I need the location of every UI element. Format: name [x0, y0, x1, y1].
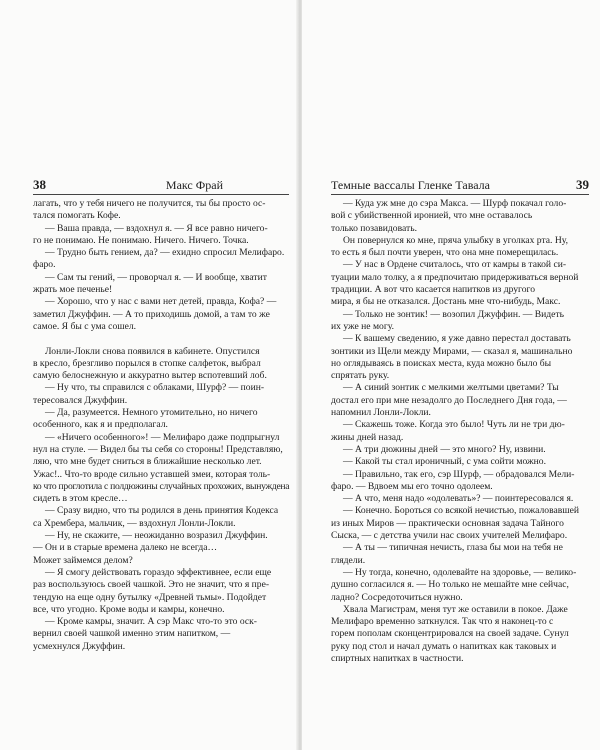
text-line: Лонли-Локли снова появился в кабинете. Опустился [45, 345, 260, 357]
text-line: особенного, как я и предполагал. [33, 419, 168, 431]
text-line: усмехнулся Джуффин. [33, 640, 126, 652]
text-line: спиртных напитках в частности. [331, 652, 464, 664]
text-line: — Сразу видно, что ты родился в день принятия Кодекса [45, 505, 279, 517]
text-line: — Скажешь тоже. Когда это было! Чуть ли не три дю- [343, 419, 565, 431]
text-line: — Трудно быть гением, да? — ехидно спросил Мелифаро. [45, 247, 285, 259]
text-line: в кресло, брезгливо порылся в стопке салфеток, выбрал [33, 357, 261, 369]
text-line: глядели. [331, 554, 366, 566]
text-line: раз воспользуюсь своей чашкой. Это не значит, что я пре- [33, 579, 270, 591]
text-line: — А что, меня надо «одолевать»? — поинтересовался я. [343, 493, 574, 505]
text-line: традиции. А вот что касается напитков из другого [331, 284, 536, 296]
left-page-header [33, 178, 289, 192]
text-line: — Ну что, ты справился с облаками, Шурф? — поин- [45, 382, 265, 394]
text-line: са Хрембера, мальчик, — вздохнул Лонли-Локли. [33, 517, 236, 529]
text-line: — «Ничего особенного»! — Мелифаро даже подпрыгнул [45, 431, 280, 443]
text-line: — А три дюжины дней — это много? Ну, извини. [343, 443, 546, 455]
text-line: достал его при мне незадолго до Последнего Дня года, — [331, 394, 567, 406]
text-line: — Кроме камры, значит. А сэр Макс что-то это оск- [45, 616, 257, 628]
text-line: — А синий зонтик с мелкими желтыми цветами? Ты [343, 382, 559, 394]
text-line: сидеть в этом кресле… [33, 493, 128, 505]
text-line: жины дней назад. [331, 431, 404, 443]
text-line: Может займемся делом? [33, 554, 133, 566]
text-line: горем пополам сконцентрировался на своей задаче. Сунул [331, 628, 569, 640]
text-line: ладно? Сосредоточиться нужно. [331, 591, 463, 603]
text-line: спрятать руку. [331, 370, 390, 382]
text-line: зонтики из Щели между Мирами, — сказал я, машинально [331, 345, 573, 357]
text-line: фаро. — Вдвоем мы его точно одолеем. [331, 480, 493, 492]
text-line: Сыска, — с детства учили нас своих учителей Мелифаро. [331, 530, 568, 542]
text-line: все, что угодно. Кроме воды и камры, конечно. [33, 603, 225, 615]
text-line: Он повернулся ко мне, пряча улыбку в уголках рта. Ну, [343, 234, 568, 246]
text-line: из иных Миров — практически основная задача Тайного [331, 517, 564, 529]
text-line: мира, я бы не отказался. Достань мне что-нибудь, Макс. [331, 296, 561, 308]
text-line: го не понимаю. Не понимаю. Ничего. Ничего. Точка. [33, 234, 249, 246]
text-line: туации мало толку, а я предпочитаю придерживаться верной [331, 271, 579, 283]
text-line: только позавидовать. [331, 222, 417, 234]
left-page-text [33, 198, 289, 653]
text-line: Мелифаро временно заткнулся. Так что я наконец-то с [331, 616, 554, 628]
text-line: то есть я был почти уверен, что она мне померещилась. [331, 247, 559, 259]
text-line: — Да, разумеется. Немного утомительно, но ничего [45, 407, 258, 419]
text-line: тендую на еще одну бутылку «Древней тьмы». Подойдет [33, 591, 267, 603]
text-line: лагать, что у тебя ничего не получится, ты бы просто ос- [33, 198, 266, 209]
text-line: руку под стол и начал думать о напитках как таковых и [331, 640, 557, 652]
text-line: нул на стуле. — Видел бы ты себя со стороны! Представляю, [33, 443, 283, 455]
text-line: ко что проглотила с полдюжины случайных прохожих, вынуждена [33, 480, 290, 492]
right-page-number: 39 [576, 177, 589, 192]
text-line: ляю, что мне будет сниться в ближайшие несколько лет. [33, 456, 262, 468]
right-page [302, 0, 600, 750]
right-header-rule [331, 194, 589, 195]
text-line: самую белоснежную и аккуратно вытер вспотевший лоб. [33, 370, 267, 382]
text-line: — К вашему сведению, я уже давно перестал доставать [343, 333, 571, 345]
text-line: — У нас в Ордене считалось, что от камры в такой си- [343, 259, 567, 271]
text-line: заметил Джуффин. — А то приходишь домой, а там то же [33, 308, 270, 320]
left-running-head: Макс Фрай [165, 178, 223, 192]
text-line: — А ты — типичная нечисть, глаза бы мои на тебя не [343, 542, 563, 554]
text-line: — Ну, не скажите, — неожиданно возразил Джуффин. [45, 530, 268, 542]
text-line: — Правильно, так его, сэр Шурф, — обрадовался Мели- [343, 468, 575, 480]
text-line: их уже не могу. [331, 320, 394, 332]
left-header-rule [33, 194, 289, 195]
text-line: вернил своей чашкой именно этим напитком, — [33, 628, 231, 640]
text-line: фаро. [33, 259, 56, 271]
text-line: — Ну тогда, конечно, одолевайте на здоровье, — велико- [343, 566, 577, 578]
text-line: — Ваша правда, — вздохнул я. — Я все равно ничего- [45, 222, 268, 234]
text-line: жрать мое печенье! [33, 284, 113, 296]
text-line: напомнил Лонли-Локли. [331, 407, 431, 419]
text-line: Хвала Магистрам, меня тут же оставили в покое. Даже [343, 603, 568, 615]
text-line: самое. Я бы с ума сошел. [33, 320, 137, 332]
text-line: но оглядываясь в поисках места, куда можно было бы [331, 357, 552, 369]
left-page [0, 0, 298, 750]
text-line: душно согласился я. — Но только не мешайте мне сейчас, [331, 579, 569, 591]
text-line: — Только не зонтик! — возопил Джуффин. — Видеть [343, 308, 565, 320]
text-line: — Конечно. Бороться со всякой нечистью, пожаловавшей [343, 505, 580, 517]
text-line: — Он и в старые времена далеко не всегда… [33, 542, 218, 554]
text-line: — Куда уж мне до сэра Макса. — Шурф покачал голо- [343, 198, 567, 209]
right-page-text [331, 198, 589, 665]
text-line: — Я смогу действовать гораздо эффективнее, если еще [45, 566, 272, 578]
text-line: — Хорошо, что у нас с вами нет детей, правда, Кофа? — [45, 296, 277, 308]
text-line: — Какой ты стал ироничный, с ума сойти можно. [343, 456, 546, 468]
text-line: Ужас!.. Что-то вроде сильно уставшей змеи, которая толь- [33, 468, 271, 480]
right-page-header [331, 178, 589, 192]
left-page-number: 38 [33, 177, 46, 192]
text-line: вой с убийственной иронией, что мне оставалось [331, 210, 533, 222]
text-line: — Сам ты гений, — проворчал я. — И вообще, хватит [45, 271, 267, 283]
text-line: тересовался Джуффин. [33, 394, 128, 406]
right-running-head: Темные вассалы Гленке Тавала [331, 178, 490, 192]
text-line: тался помогать Кофе. [33, 210, 121, 222]
